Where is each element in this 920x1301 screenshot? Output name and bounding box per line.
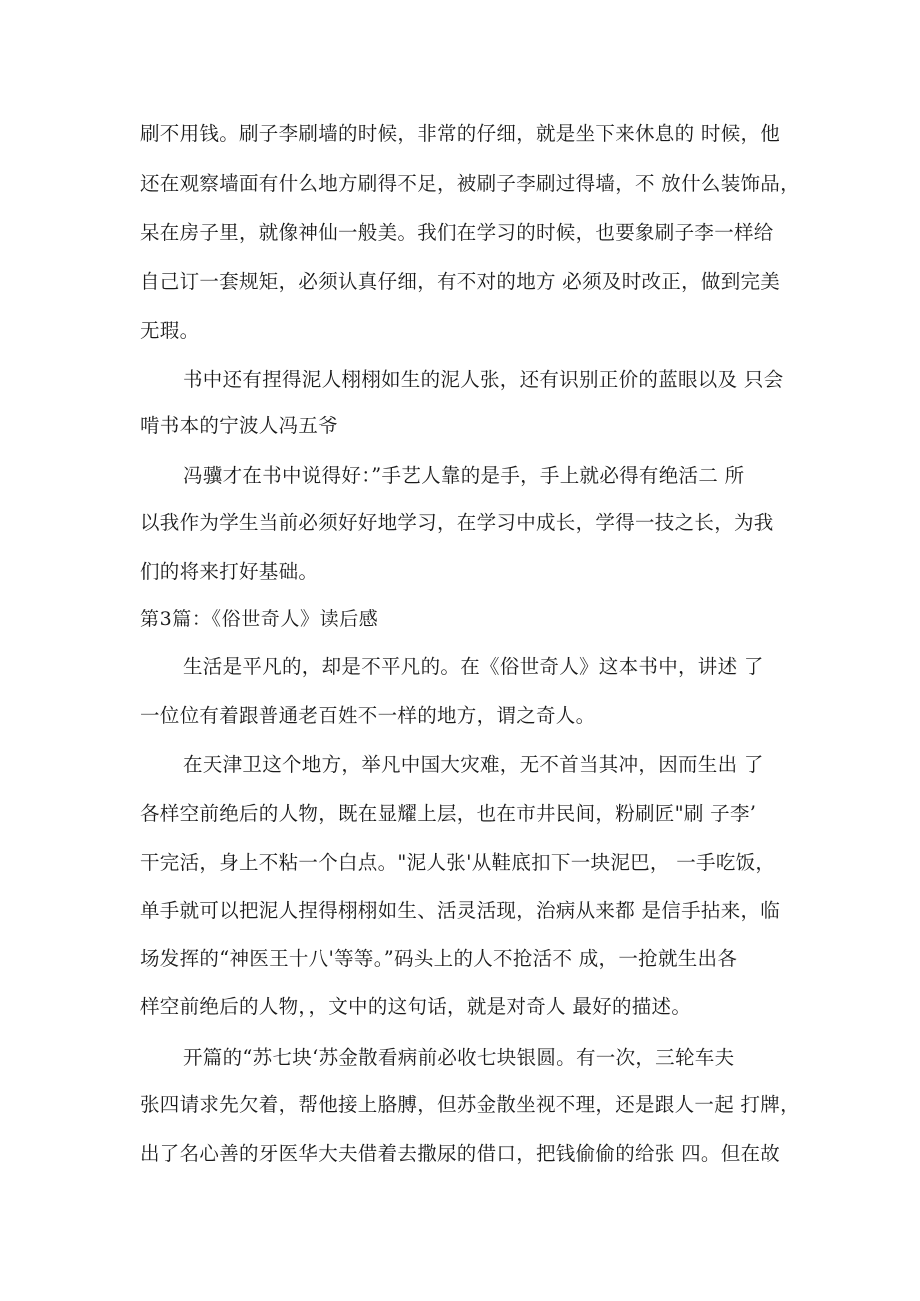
paragraph-1-line-1: 刷不用钱。刷子李刷墙的时候，非常的仔细，就是坐下来休息的 时候，他 bbox=[140, 122, 781, 145]
paragraph-3-line-3: 们的将来打好基础。 bbox=[140, 560, 319, 583]
paragraph-3-line-1: 冯骥才在书中说得好：”手艺人靠的是手，手上就必得有绝活二 所 bbox=[183, 464, 745, 487]
paragraph-1-line-4: 自己订一套规矩，必须认真仔细，有不对的地方 必须及时改正，做到完美 bbox=[140, 270, 781, 293]
paragraph-1-line-2: 还在观察墙面有什么地方刷得不足，被刷子李刷过得墙，不 放什么装饰品， bbox=[140, 172, 800, 195]
paragraph-2-line-2: 啃书本的宁波人冯五爷 bbox=[140, 414, 339, 437]
paragraph-6-line-2: 张四请求先欠着，帮他接上胳膊，但苏金散坐视不理，还是跟人一起 打牌， bbox=[140, 1093, 800, 1116]
paragraph-6-line-3: 出了名心善的牙医华大夫借着去撒尿的借口，把钱偷偷的给张 四。但在故 bbox=[140, 1142, 781, 1165]
paragraph-4-line-2: 一位位有着跟普通老百姓不一样的地方，谓之奇人。 bbox=[140, 704, 596, 727]
paragraph-5-line-3: 干完活，身上不粘一个白点。"泥人张'从鞋底扣下一块泥巴， 一手吃饭， bbox=[140, 851, 776, 874]
paragraph-2-line-1: 书中还有捏得泥人栩栩如生的泥人张，还有识别正价的蓝眼以及 只会 bbox=[183, 368, 784, 391]
section-heading: 第3篇：《俗世奇人》读后感 bbox=[140, 608, 379, 630]
paragraph-5-line-4: 单手就可以把泥人捏得栩栩如生、活灵活现，治病从来都 是信手拈来，临 bbox=[140, 899, 781, 922]
paragraph-4-line-1: 生活是平凡的，却是不平凡的。在《俗世奇人》这本书中，讲述 了 bbox=[183, 655, 764, 678]
paragraph-5-line-2: 各样空前绝后的人物，既在显耀上层，也在市井民间，粉刷匠"刷 子李’ bbox=[140, 802, 757, 825]
paragraph-5-line-5: 场发挥的“神医王十八'等等。”码头上的人不抢活不 成，一抢就生出各 bbox=[140, 947, 738, 970]
paragraph-5-line-6: 样空前绝后的人物，，文中的这句话，就是对奇人 最好的描述。 bbox=[140, 995, 692, 1018]
paragraph-5-line-1: 在天津卫这个地方，举凡中国大灾难，无不首当其冲，因而生出 了 bbox=[183, 753, 764, 776]
paragraph-3-line-2: 以我作为学生当前必须好好地学习，在学习中成长，学得一技之长，为我 bbox=[140, 511, 774, 534]
paragraph-1-line-3: 呆在房子里，就像神仙一般美。我们在学习的时候，也要象刷子李一样给 bbox=[140, 221, 774, 244]
paragraph-6-line-1: 开篇的“苏七块‘苏金散看病前必收七块银圆。有一次，三轮车夫 bbox=[183, 1046, 735, 1069]
paragraph-1-line-5: 无瑕。 bbox=[140, 319, 200, 342]
